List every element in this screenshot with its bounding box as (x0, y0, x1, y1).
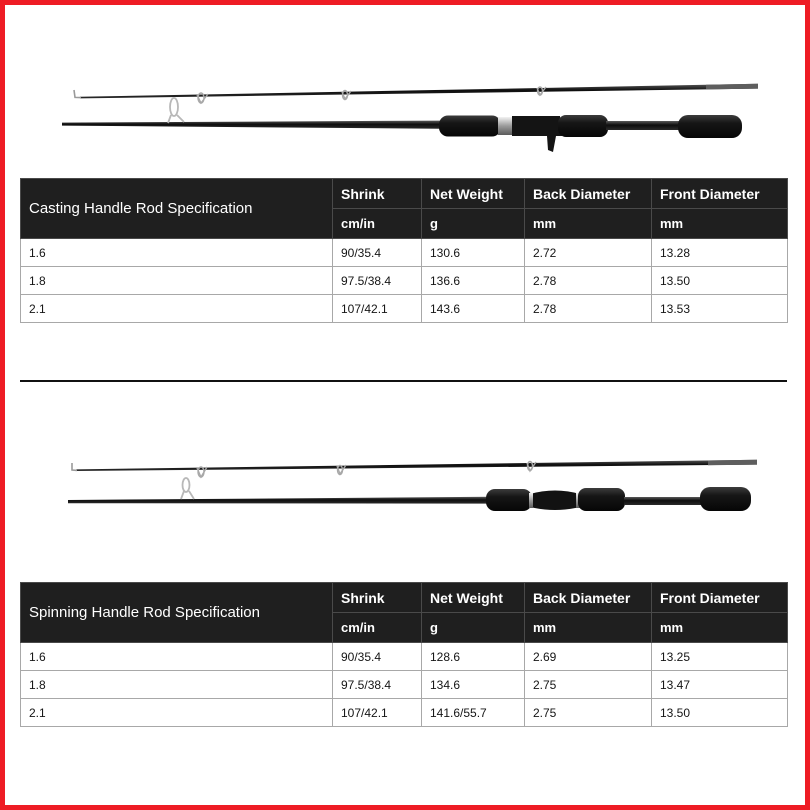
cell-shrink: 90/35.4 (333, 643, 422, 671)
cell-back-diameter: 2.75 (525, 671, 652, 699)
cell-front-diameter: 13.25 (652, 643, 788, 671)
rear-grip (558, 115, 608, 137)
spinning-rod-image (0, 440, 810, 550)
unit-shrink: cm/in (333, 209, 422, 239)
fore-grip (439, 116, 501, 137)
col-header-shrink: Shrink (333, 179, 422, 209)
cell-front-diameter: 13.28 (652, 239, 788, 267)
rear-grip (578, 488, 625, 511)
unit-net-weight: g (422, 209, 525, 239)
rod-handle-blank (606, 121, 680, 130)
table-row (21, 239, 788, 267)
table-row (21, 699, 788, 727)
unit-back-diameter: mm (525, 209, 652, 239)
cell-back-diameter: 2.72 (525, 239, 652, 267)
cell-length: 1.8 (21, 671, 333, 699)
cell-back-diameter: 2.78 (525, 295, 652, 323)
cell-back-diameter: 2.78 (525, 267, 652, 295)
cell-front-diameter: 13.53 (652, 295, 788, 323)
rod-ferrule (706, 84, 758, 90)
rod-handle-blank (624, 497, 702, 505)
table-row (21, 643, 788, 671)
casting-rod-image (0, 0, 810, 170)
cell-net-weight: 128.6 (422, 643, 525, 671)
unit-shrink: cm/in (333, 613, 422, 643)
col-header-front-diameter: Front Diameter (652, 583, 788, 613)
cell-net-weight: 130.6 (422, 239, 525, 267)
table-title: Spinning Handle Rod Specification (21, 583, 333, 643)
butt-grip (678, 115, 742, 138)
rod-ferrule (708, 460, 757, 465)
table-row (21, 267, 788, 295)
section-divider (20, 380, 787, 382)
cell-shrink: 90/35.4 (333, 239, 422, 267)
cell-back-diameter: 2.69 (525, 643, 652, 671)
guide-2 (342, 91, 351, 100)
cell-length: 2.1 (21, 699, 333, 727)
rod-tip-section (76, 460, 757, 471)
guide-2 (337, 465, 346, 475)
table-row (21, 671, 788, 699)
header-row (21, 583, 788, 613)
cell-length: 1.8 (21, 267, 333, 295)
cell-length: 2.1 (21, 295, 333, 323)
cell-front-diameter: 13.47 (652, 671, 788, 699)
col-header-net-weight: Net Weight (422, 583, 525, 613)
cell-net-weight: 134.6 (422, 671, 525, 699)
col-header-shrink: Shrink (333, 583, 422, 613)
reel-seat-ring (529, 493, 533, 508)
butt-grip (700, 487, 751, 511)
spinning-spec-table (20, 582, 788, 727)
col-header-back-diameter: Back Diameter (525, 583, 652, 613)
header-row (21, 179, 788, 209)
rod-butt-section (62, 121, 440, 129)
cell-net-weight: 141.6/55.7 (422, 699, 525, 727)
casting-spec-table (20, 178, 788, 323)
cell-shrink: 107/42.1 (333, 699, 422, 727)
col-header-net-weight: Net Weight (422, 179, 525, 209)
table-title: Casting Handle Rod Specification (21, 179, 333, 239)
tip-top-guide (74, 90, 81, 98)
cell-back-diameter: 2.75 (525, 699, 652, 727)
reel-seat-trigger (512, 116, 562, 152)
cell-shrink: 97.5/38.4 (333, 267, 422, 295)
cell-front-diameter: 13.50 (652, 699, 788, 727)
unit-net-weight: g (422, 613, 525, 643)
cell-length: 1.6 (21, 239, 333, 267)
stripping-guide (168, 98, 184, 123)
reel-seat-ring (498, 117, 513, 135)
stripping-guide (181, 478, 194, 499)
tip-top-guide (72, 463, 77, 470)
reel-seat (530, 491, 580, 511)
cell-length: 1.6 (21, 643, 333, 671)
unit-front-diameter: mm (652, 209, 788, 239)
rod-tip-section (80, 84, 758, 99)
unit-back-diameter: mm (525, 613, 652, 643)
col-header-back-diameter: Back Diameter (525, 179, 652, 209)
table-row (21, 295, 788, 323)
cell-shrink: 97.5/38.4 (333, 671, 422, 699)
cell-front-diameter: 13.50 (652, 267, 788, 295)
cell-net-weight: 143.6 (422, 295, 525, 323)
rod-butt-section (68, 497, 490, 504)
cell-shrink: 107/42.1 (333, 295, 422, 323)
unit-front-diameter: mm (652, 613, 788, 643)
fore-grip (486, 489, 532, 511)
col-header-front-diameter: Front Diameter (652, 179, 788, 209)
cell-net-weight: 136.6 (422, 267, 525, 295)
